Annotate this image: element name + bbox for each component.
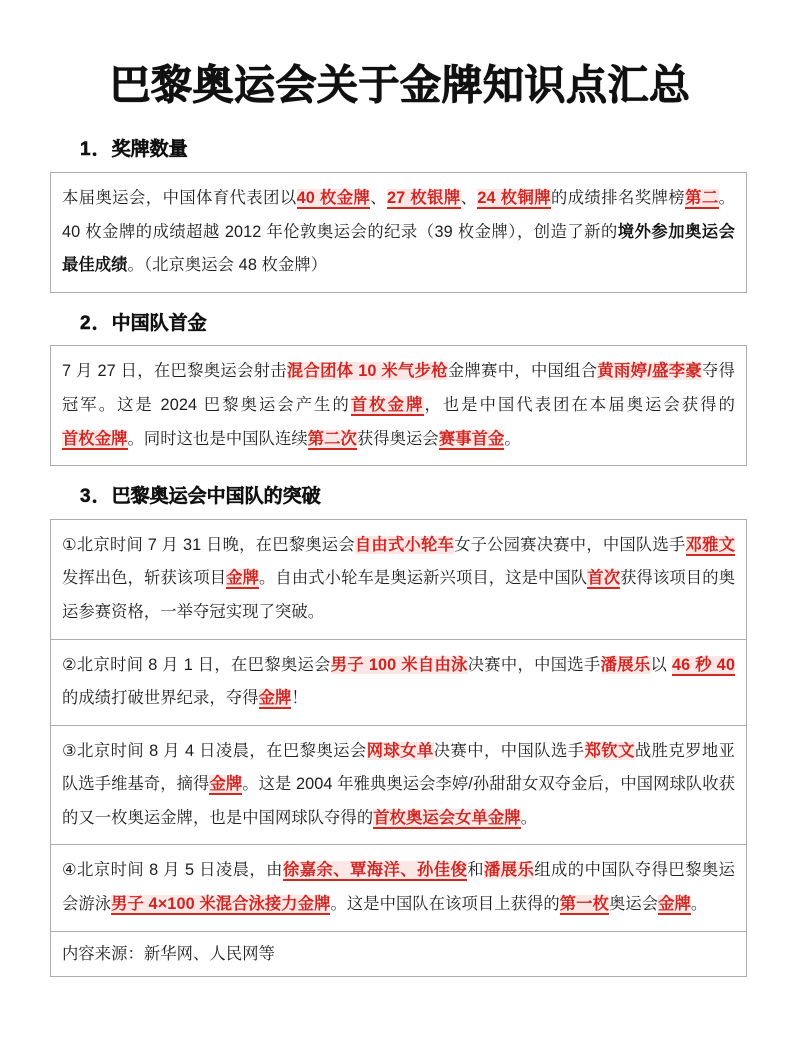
red-emphasis: 第二 (685, 188, 719, 207)
section-2-heading-wrap (0, 313, 800, 336)
breakthrough-item-1: ①北京时间 7 月 31 日晚，在巴黎奥运会自由式小轮车女子公园赛决赛中，中国队选手邓雅文发挥出色，斩获该项目金牌。自由式小轮车是奥运新兴项目，这是中国队首次获得该项目的奥运参赛资格，一举夺冠实现了突破。 (62, 535, 736, 622)
medal-count-paragraph: 本届奥运会，中国体育代表团以40 枚金牌、27 枚银牌、24 枚铜牌的成绩排名奖牌榜第二。40 枚金牌的成绩超越 2012 年伦敦奥运会的纪录（39 枚金牌），创造了新的境外参加奥运会最佳成绩。（北京奥运会 48 枚金牌） (62, 188, 736, 275)
section-title: 中国队首金 (111, 312, 207, 334)
red-emphasis: 金牌 (209, 775, 243, 794)
red-emphasis: 男子 4×100 米混合泳接力金牌 (111, 894, 331, 913)
red-emphasis: 网球女单 (366, 741, 434, 760)
red-emphasis: 邓雅文 (685, 535, 735, 554)
red-emphasis: 混合团体 10 米气步枪 (286, 362, 448, 381)
red-emphasis: 男子 100 米自由泳 (330, 655, 468, 674)
section-3-heading-wrap (0, 486, 800, 509)
red-emphasis: 首枚金牌 (350, 395, 425, 414)
red-emphasis: 潘展乐 (484, 861, 535, 880)
breakthrough-item-4: ④北京时间 8 月 5 日凌晨，由徐嘉余、覃海洋、孙佳俊和潘展乐组成的中国队夺得巴黎奥运会游泳男子 4×100 米混合泳接力金牌。这是中国队在该项目上获得的第一枚奥运会金牌。 (51, 844, 746, 930)
section-1-box (50, 172, 747, 293)
red-emphasis: 27 枚银牌 (387, 188, 461, 207)
red-emphasis: 金牌 (658, 894, 691, 913)
red-emphasis: 首枚奥运会女单金牌 (373, 808, 521, 827)
red-emphasis: 郑钦文 (584, 741, 635, 760)
section-1-heading-wrap (0, 139, 800, 162)
section-2-box (50, 345, 747, 466)
content-source-note: 内容来源：新华网、人民网等 (51, 931, 746, 976)
section-number: 1． (80, 139, 112, 161)
red-emphasis: 第一枚 (559, 894, 609, 913)
red-emphasis: 46 秒 40 (672, 655, 735, 674)
section-heading-medal-count (0, 139, 800, 162)
section-title: 巴黎奥运会中国队的突破 (111, 486, 321, 508)
breakthrough-item-3: ③北京时间 8 月 4 日凌晨，在巴黎奥运会网球女单决赛中，中国队选手郑钦文战胜克罗地亚队选手维基奇，摘得金牌。这是 2004 年雅典奥运会李婷/孙甜甜女双夺金后，中国网球队收获的又一枚奥运金牌，也是中国网球队夺得的首枚奥运会女单金牌。 (51, 725, 746, 845)
section-heading-breakthroughs (0, 486, 800, 509)
red-emphasis: 潘展乐 (600, 655, 651, 674)
red-emphasis: 徐嘉余、覃海洋、孙佳俊 (282, 861, 468, 880)
red-emphasis: 金牌 (258, 689, 292, 708)
red-emphasis: 第二次 (307, 429, 357, 448)
section-3-box (50, 519, 747, 977)
red-emphasis: 首次 (587, 569, 621, 588)
section-number: 3． (80, 486, 112, 508)
red-emphasis: 黄雨婷/盛李豪 (597, 362, 702, 381)
red-emphasis: 自由式小轮车 (354, 535, 455, 554)
red-emphasis: 金牌 (226, 569, 259, 588)
red-emphasis: 40 枚金牌 (296, 188, 371, 207)
bold-emphasis: 境外参加奥运会最佳成绩 (62, 222, 735, 275)
first-gold-paragraph: 7 月 27 日，在巴黎奥运会射击混合团体 10 米气步枪金牌赛中，中国组合黄雨婷/盛李豪夺得冠军。这是 2024 巴黎奥运会产生的首枚金牌，也是中国代表团在本届奥运会获得的首枚金牌。同时这也是中国队连续第二次获得奥运会赛事首金。 (62, 362, 736, 448)
red-emphasis: 24 枚铜牌 (477, 188, 552, 207)
section-number: 2． (80, 312, 112, 334)
section-title: 奖牌数量 (111, 139, 188, 161)
breakthrough-item-2: ②北京时间 8 月 1 日，在巴黎奥运会男子 100 米自由泳决赛中，中国选手潘展乐以 46 秒 40 的成绩打破世界纪录，夺得金牌！ (51, 639, 746, 725)
red-emphasis: 赛事首金 (438, 429, 505, 448)
red-emphasis: 首枚金牌 (62, 429, 128, 448)
page-title: 巴黎奥运会关于金牌知识点汇总 (109, 61, 691, 109)
section-heading-first-gold (0, 313, 800, 336)
